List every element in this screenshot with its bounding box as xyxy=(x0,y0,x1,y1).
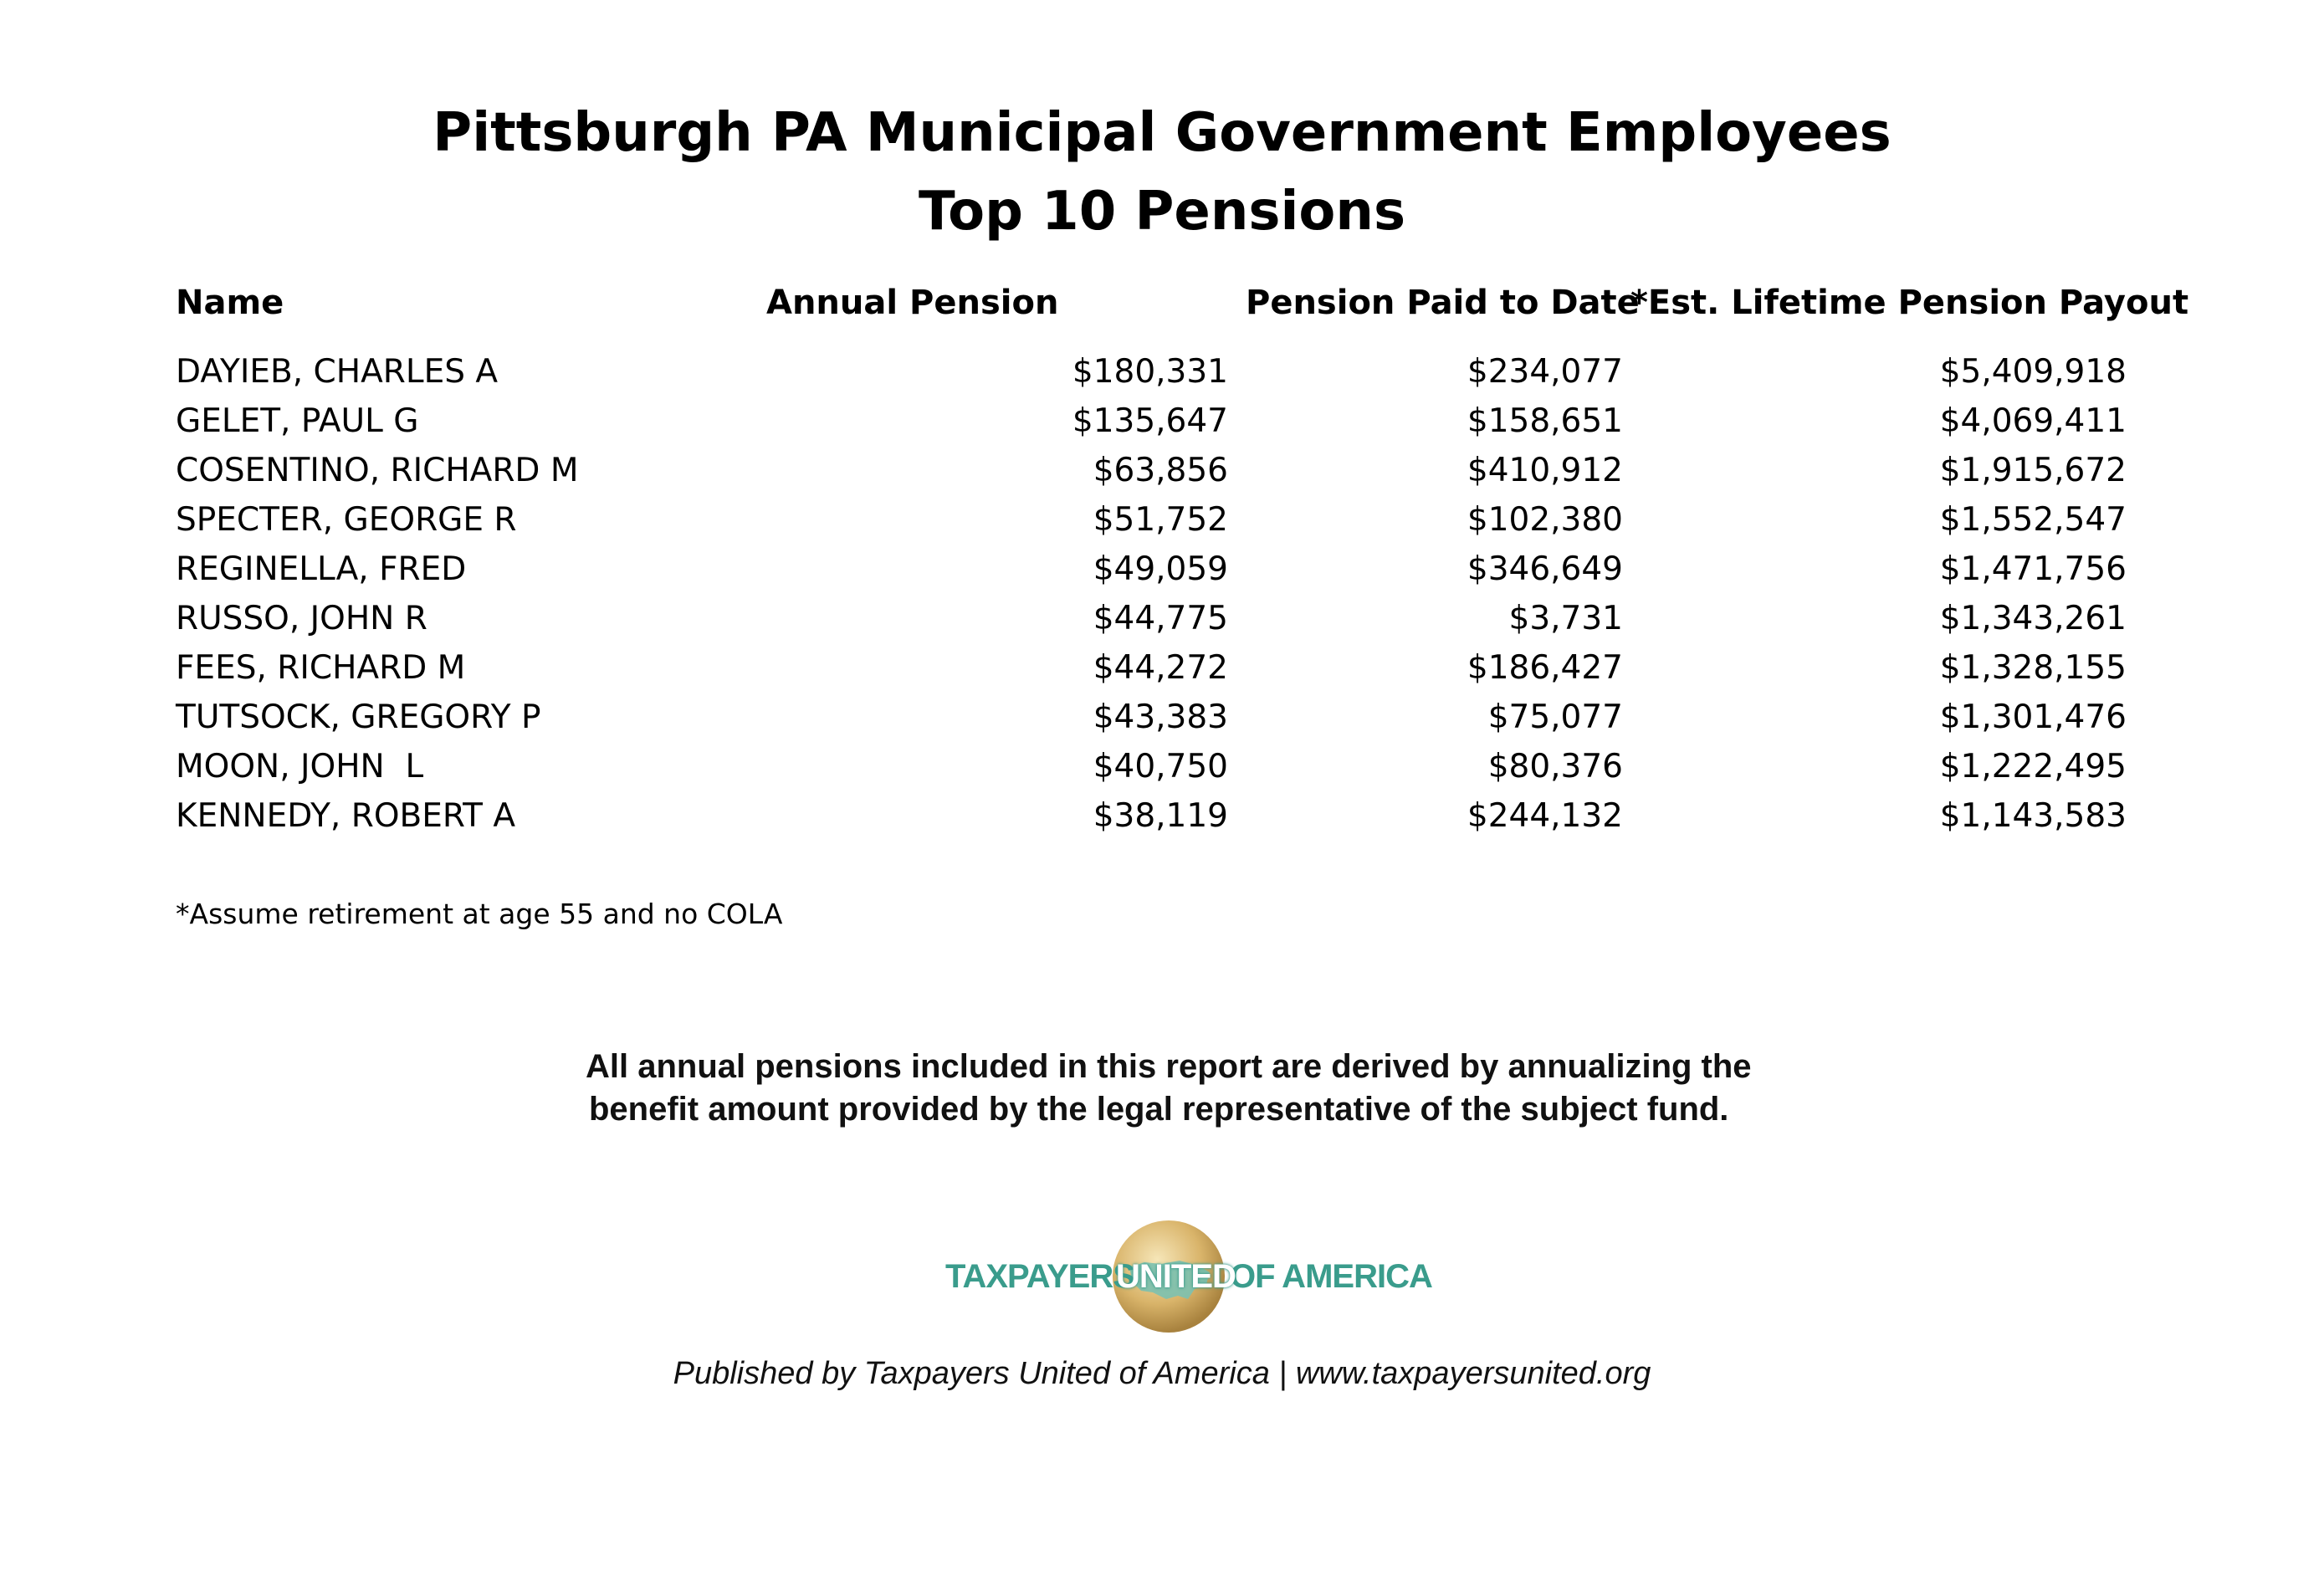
cell-paid: $158,651 xyxy=(1467,402,1623,440)
cell-paid: $80,376 xyxy=(1487,748,1623,785)
cell-lifetime: $1,552,547 xyxy=(1939,501,2127,539)
cell-annual: $49,059 xyxy=(1093,550,1228,588)
table-row xyxy=(0,548,2324,591)
header-pension-paid: Pension Paid to Date xyxy=(1246,284,1640,322)
cell-annual: $40,750 xyxy=(1093,748,1228,785)
cell-annual: $51,752 xyxy=(1093,501,1228,539)
cell-annual: $44,775 xyxy=(1093,600,1228,637)
cell-lifetime: $1,143,583 xyxy=(1939,797,2127,835)
cell-name: KENNEDY, ROBERT A xyxy=(176,797,516,835)
cell-name: REGINELLA, FRED xyxy=(176,550,467,588)
cell-lifetime: $1,915,672 xyxy=(1939,452,2127,489)
published-by-line: Published by Taxpayers United of America | www.taxpayersunited.org xyxy=(673,1356,1651,1391)
cell-paid: $234,077 xyxy=(1467,353,1623,391)
cell-lifetime: $1,471,756 xyxy=(1939,550,2127,588)
header-lifetime-payout: *Est. Lifetime Pension Payout xyxy=(1630,284,2189,322)
cell-annual: $180,331 xyxy=(1072,353,1228,391)
cell-paid: $244,132 xyxy=(1467,797,1623,835)
cell-paid: $102,380 xyxy=(1467,501,1623,539)
cell-name: TUTSOCK, GREGORY P xyxy=(176,698,541,736)
logo-word-taxpayers: TAXPAYERS xyxy=(945,1258,1134,1295)
table-row xyxy=(0,350,2324,394)
table-row xyxy=(0,696,2324,739)
taxpayers-united-logo xyxy=(937,1219,1432,1334)
cell-annual: $44,272 xyxy=(1093,649,1228,687)
cell-paid: $186,427 xyxy=(1467,649,1623,687)
cell-paid: $410,912 xyxy=(1467,452,1623,489)
cell-lifetime: $1,328,155 xyxy=(1939,649,2127,687)
header-name: Name xyxy=(176,284,284,322)
cell-name: GELET, PAUL G xyxy=(176,402,419,440)
footnote: *Assume retirement at age 55 and no COLA xyxy=(176,898,783,930)
cell-lifetime: $1,222,495 xyxy=(1939,748,2127,785)
cell-annual: $63,856 xyxy=(1093,452,1228,489)
cell-name: SPECTER, GEORGE R xyxy=(176,501,517,539)
cell-name: MOON, JOHN L xyxy=(176,748,424,785)
title-line-1: Pittsburgh PA Municipal Government Employees xyxy=(433,102,1891,164)
cell-lifetime: $5,409,918 xyxy=(1939,353,2127,391)
cell-annual: $38,119 xyxy=(1093,797,1228,835)
cell-name: FEES, RICHARD M xyxy=(176,649,466,687)
disclaimer xyxy=(586,1046,1840,1131)
table-row xyxy=(0,647,2324,690)
cell-lifetime: $1,301,476 xyxy=(1939,698,2127,736)
table-row xyxy=(0,795,2324,838)
table-row xyxy=(0,449,2324,493)
cell-paid: $75,077 xyxy=(1487,698,1623,736)
cell-annual: $135,647 xyxy=(1072,402,1228,440)
logo-word-united: UNITED xyxy=(1116,1258,1236,1295)
cell-paid: $3,731 xyxy=(1508,600,1623,637)
title-line-2: Top 10 Pensions xyxy=(918,181,1406,243)
page-title xyxy=(0,94,2324,251)
disclaimer-line-2: benefit amount provided by the legal representative of the subject fund. xyxy=(589,1091,1729,1128)
cell-lifetime: $1,343,261 xyxy=(1939,600,2127,637)
table-row xyxy=(0,745,2324,789)
table-row xyxy=(0,400,2324,443)
cell-annual: $43,383 xyxy=(1093,698,1228,736)
disclaimer-line-1: All annual pensions included in this report are derived by annualizing the xyxy=(586,1048,1752,1085)
cell-name: RUSSO, JOHN R xyxy=(176,600,427,637)
cell-name: DAYIEB, CHARLES A xyxy=(176,353,499,391)
logo-word-of-america: OF AMERICA xyxy=(1230,1258,1432,1295)
table-row xyxy=(0,597,2324,641)
table-row xyxy=(0,499,2324,542)
cell-name: COSENTINO, RICHARD M xyxy=(176,452,579,489)
cell-lifetime: $4,069,411 xyxy=(1939,402,2127,440)
header-annual-pension: Annual Pension xyxy=(766,284,1059,322)
cell-paid: $346,649 xyxy=(1467,550,1623,588)
